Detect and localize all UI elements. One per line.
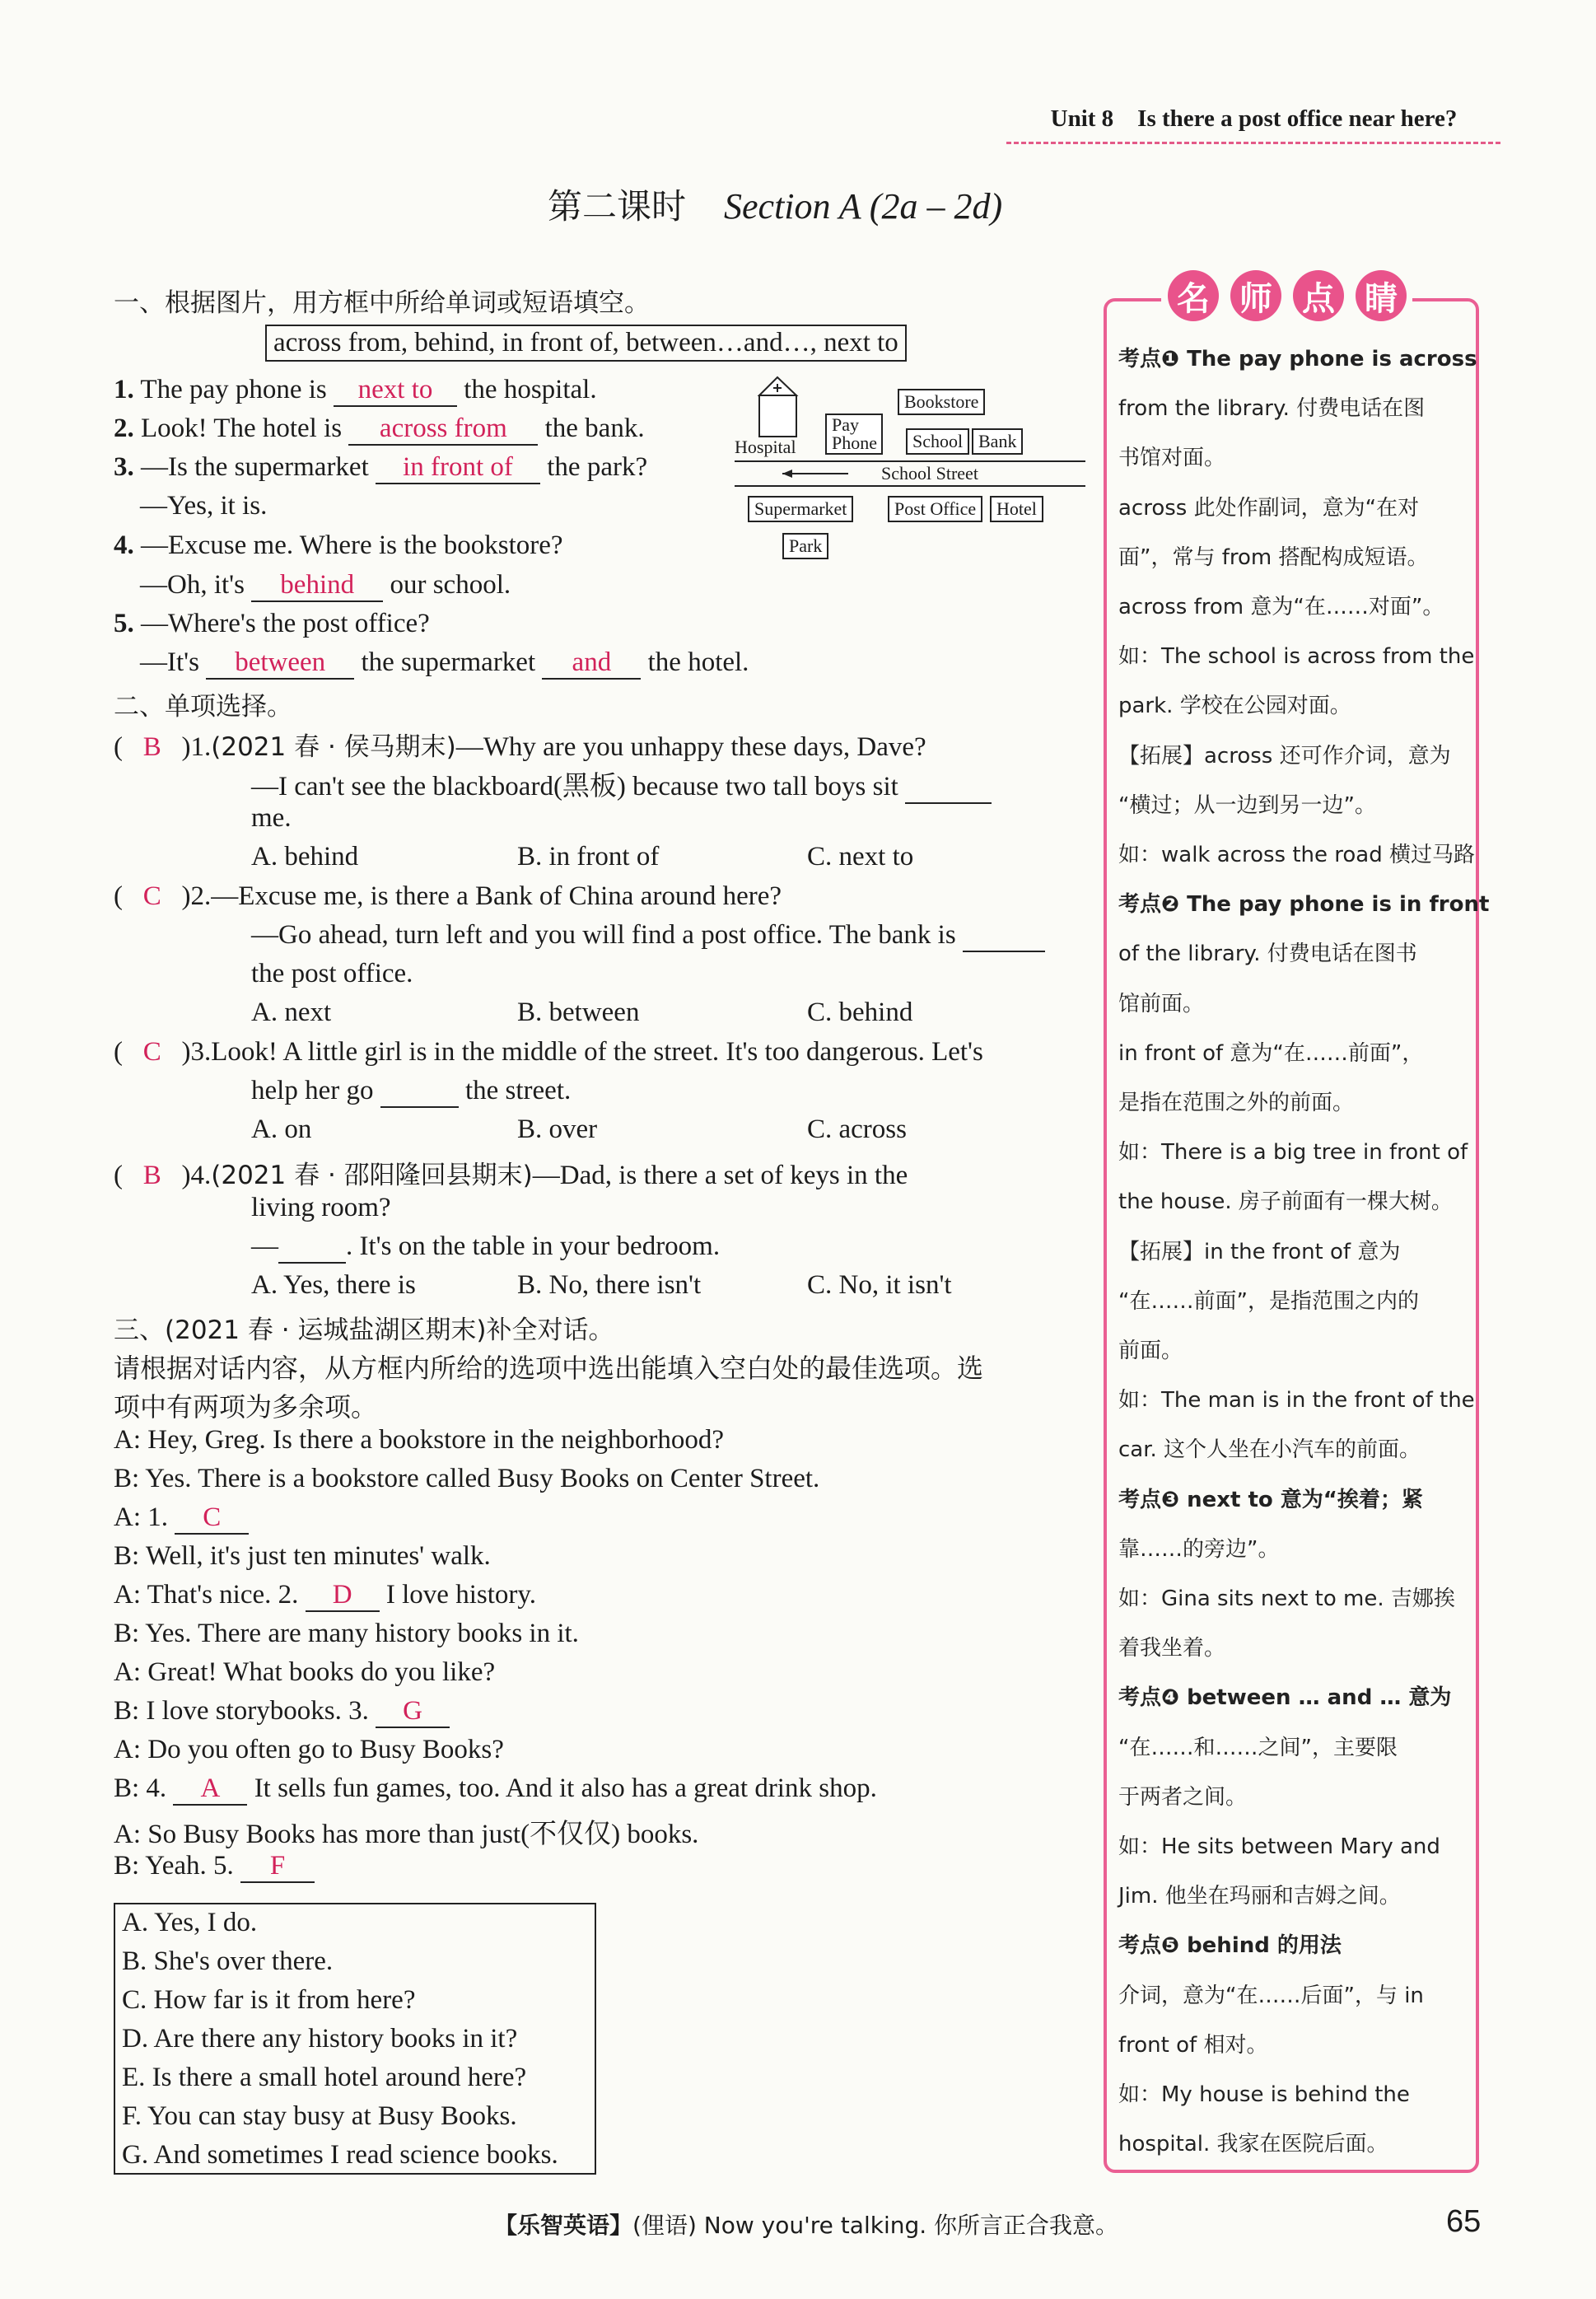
p2-q4-c: C. No, it isn't xyxy=(807,1270,952,1300)
answer: next to xyxy=(334,375,457,407)
note-line: car. 这个人坐在小汽车的前面。 xyxy=(1118,1437,1421,1463)
title-char: 名 xyxy=(1168,270,1219,321)
answer: C xyxy=(142,1037,161,1067)
answer: and xyxy=(542,647,641,680)
dialog-line: B: 4. A It sells fun games, too. And it also has a great drink shop. xyxy=(114,1773,877,1806)
note-line: 是指在范围之外的前面。 xyxy=(1118,1091,1355,1115)
answer: G xyxy=(376,1696,450,1728)
street-label: School Street xyxy=(881,463,978,484)
dialog-line: A: That's nice. 2. D I love history. xyxy=(114,1580,536,1612)
answer: between xyxy=(206,647,354,680)
option: E. Is there a small hotel around here? xyxy=(122,2063,527,2092)
p2-q2-b: B. between xyxy=(517,998,640,1027)
answer: D xyxy=(306,1580,380,1612)
p2-q1-line2: —I can't see the blackboard(黑板) because two tall boys sit xyxy=(251,764,992,804)
p2-q2-a: A. next xyxy=(251,998,332,1027)
note-line: 考点❶ The pay phone is across xyxy=(1118,347,1477,371)
note-line: 如：There is a big tree in front of xyxy=(1118,1140,1468,1166)
p1-q5-line1: 5. —Where's the post office? xyxy=(114,609,430,638)
note-line: hospital. 我家在医院后面。 xyxy=(1118,2132,1388,2157)
note-line: 【拓展】in the front of 意为 xyxy=(1118,1239,1401,1264)
part2-instruction: 二、单项选择。 xyxy=(114,692,292,722)
word-box: across from, behind, in front of, between…and…, next to xyxy=(265,325,907,362)
p1-q4-line1: 4. —Excuse me. Where is the bookstore? xyxy=(114,530,563,560)
p2-q3-line2: help her go the street. xyxy=(251,1076,571,1108)
dialog-line: B: Yeah. 5. F xyxy=(114,1851,315,1883)
part3-title: 三、(2021 春 · 运城盐湖区期末)补全对话。 xyxy=(114,1315,614,1345)
answer: B xyxy=(142,732,161,762)
teacher-notes-title xyxy=(1168,270,1407,328)
hospital-label: Hospital xyxy=(735,437,796,457)
p2-q3-c: C. across xyxy=(807,1114,907,1144)
options-box xyxy=(114,1903,596,2175)
answer: A xyxy=(173,1773,247,1806)
dialog-line: B: I love storybooks. 3. G xyxy=(114,1696,450,1728)
note-line: 书馆对面。 xyxy=(1118,446,1226,471)
note-line: in front of 意为“在……前面”， xyxy=(1118,1040,1424,1066)
answer: behind xyxy=(251,570,383,602)
part3-instruction-1: 请根据对话内容，从方框内所给的选项中选出能填入空白处的最佳选项。选 xyxy=(114,1353,984,1384)
p2-q2-line2: —Go ahead, turn left and you will find a post office. The bank is xyxy=(251,920,1045,952)
note-line: across from 意为“在……对面”。 xyxy=(1118,595,1444,619)
lesson-cn: 第二课时 xyxy=(548,186,687,227)
note-line: 考点❷ The pay phone is in front xyxy=(1118,892,1490,918)
p2-q1-a: A. behind xyxy=(251,842,359,871)
p2-q3-line1: ( C )3.Look! A little girl is in the middle of the street. It's too dangerous. Let's xyxy=(114,1037,983,1067)
answer: C xyxy=(175,1502,249,1535)
answer: across from xyxy=(348,414,538,446)
p2-q4-b: B. No, there isn't xyxy=(517,1270,702,1300)
lesson-section: Section A (2a – 2d) xyxy=(724,186,1003,227)
footer-brand: 【乐智英语】 xyxy=(494,2212,633,2239)
p1-q4: —Oh, it's behind our school. xyxy=(140,570,511,602)
note-line: 馆前面。 xyxy=(1118,991,1205,1016)
page-number: 65 xyxy=(1446,2204,1482,2239)
note-line: 考点❺ behind 的用法 xyxy=(1118,1933,1342,1959)
lesson-title xyxy=(548,180,1002,229)
note-line: across 此处作副词，意为“在对 xyxy=(1118,495,1420,521)
note-line: 着我坐着。 xyxy=(1118,1636,1226,1661)
title-char: 师 xyxy=(1230,270,1281,321)
dialog-line: A: Great! What books do you like? xyxy=(114,1657,496,1687)
payphone-label: Pay Phone xyxy=(825,414,883,455)
note-line: park. 学校在公园对面。 xyxy=(1118,694,1351,719)
note-line: front of 相对。 xyxy=(1118,2032,1268,2058)
p1-q3-reply: —Yes, it is. xyxy=(140,491,268,521)
hotel-label: Hotel xyxy=(990,496,1043,522)
p1-q3: 3. —Is the supermarket in front of the park? xyxy=(114,452,647,484)
note-line: 于两者之间。 xyxy=(1118,1784,1248,1810)
p2-q2-c: C. behind xyxy=(807,998,913,1027)
unit-label: Unit 8 xyxy=(1050,105,1114,132)
p1-q2: 2. Look! The hotel is across from the bank. xyxy=(114,414,645,446)
note-line: “横过；从一边到另一边”。 xyxy=(1118,792,1376,818)
park-label: Park xyxy=(782,533,828,559)
p2-q3-a: A. on xyxy=(251,1114,312,1144)
title-char: 点 xyxy=(1293,270,1344,321)
note-line: from the library. 付费电话在图 xyxy=(1118,396,1426,422)
bank-label: Bank xyxy=(972,428,1023,455)
note-line: 【拓展】across 还可作介词，意为 xyxy=(1118,743,1451,769)
dialog-line: A: Do you often go to Busy Books? xyxy=(114,1735,504,1764)
street-map xyxy=(733,371,1087,568)
running-header xyxy=(1013,105,1495,145)
bookstore-label: Bookstore xyxy=(898,389,985,415)
p2-q4-line3: — . It's on the table in your bedroom. xyxy=(251,1231,720,1264)
note-line: 考点❸ next to 意为“挨着；紧 xyxy=(1118,1487,1423,1512)
note-line: 考点❹ between … and … 意为 xyxy=(1118,1685,1452,1711)
p2-q1-line1: ( B )1.(2021 春 · 侯马期末)—Why are you unhappy these days, Dave? xyxy=(114,732,926,762)
postoffice-label: Post Office xyxy=(888,496,982,522)
note-line: of the library. 付费电话在图书 xyxy=(1118,942,1417,967)
option: D. Are there any history books in it? xyxy=(122,2024,518,2054)
p1-q1: 1. The pay phone is next to the hospital. xyxy=(114,375,597,407)
school-label: School xyxy=(906,428,969,455)
note-line: “在……前面”，是指范围之内的 xyxy=(1118,1288,1419,1314)
unit-title: Is there a post office near here? xyxy=(1137,105,1458,132)
p2-q3-b: B. over xyxy=(517,1114,598,1144)
header-divider xyxy=(1006,142,1500,144)
dialog-line: A: Hey, Greg. Is there a bookstore in the neighborhood? xyxy=(114,1425,725,1455)
answer: F xyxy=(240,1851,315,1883)
dialog-line: A: 1. C xyxy=(114,1502,249,1535)
title-char: 睛 xyxy=(1356,270,1407,321)
part1-instruction: 一、根据图片，用方框中所给单词或短语填空。 xyxy=(114,288,650,318)
note-line: “在……和……之间”，主要限 xyxy=(1118,1735,1398,1760)
option: B. She's over there. xyxy=(122,1946,334,1976)
note-line: 如：The man is in the front of the xyxy=(1118,1388,1475,1414)
footer-text: (俚语) Now you're talking. 你所言正合我意。 xyxy=(632,2212,1119,2239)
note-line: 如：Gina sits next to me. 吉娜挨 xyxy=(1118,1586,1455,1611)
p2-q1-b: B. in front of xyxy=(517,842,660,871)
note-line: 如：He sits between Mary and xyxy=(1118,1834,1440,1859)
note-line: 如：walk across the road 横过马路 xyxy=(1118,843,1476,867)
option: C. How far is it from here? xyxy=(122,1985,416,2015)
answer: B xyxy=(142,1161,161,1190)
part3-instruction-2: 项中有两项为多余项。 xyxy=(114,1391,378,1423)
footer-idiom xyxy=(494,2208,1118,2241)
note-line: Jim. 他坐在玛丽和吉姆之间。 xyxy=(1118,1884,1401,1909)
dialog-line: B: Yes. There is a bookstore called Busy Books on Center Street. xyxy=(114,1464,820,1493)
option: F. You can stay busy at Busy Books. xyxy=(122,2101,517,2131)
answer: C xyxy=(142,881,161,911)
note-line: 面”，常与 from 搭配构成短语。 xyxy=(1118,544,1429,570)
option: A. Yes, I do. xyxy=(122,1908,258,1937)
note-line: the house. 房子前面有一棵大树。 xyxy=(1118,1189,1453,1215)
p1-q5: —It's between the supermarket and the hotel. xyxy=(140,647,749,680)
note-line: 如：My house is behind the xyxy=(1118,2082,1410,2107)
answer: in front of xyxy=(376,452,540,484)
note-line: 如：The school is across from the xyxy=(1118,644,1475,670)
note-line: 靠……的旁边”。 xyxy=(1118,1536,1280,1562)
p2-q1-line3: me. xyxy=(251,803,292,833)
p2-q2-line3: the post office. xyxy=(251,959,413,988)
p2-q1-c: C. next to xyxy=(807,842,914,871)
p2-q4-line1: ( B )4.(2021 春 · 邵阳隆回县期末)—Dad, is there a set of keys in the xyxy=(114,1161,908,1190)
note-line: 介词，意为“在……后面”，与 in xyxy=(1118,1983,1424,2008)
p2-q4-a: A. Yes, there is xyxy=(251,1270,416,1300)
p2-q4-line2: living room? xyxy=(251,1193,391,1222)
option: G. And sometimes I read science books. xyxy=(122,2140,558,2170)
p2-q2-line1: ( C )2.—Excuse me, is there a Bank of China around here? xyxy=(114,881,782,911)
dialog-line: A: So Busy Books has more than just(不仅仅) books. xyxy=(114,1820,699,1849)
dialog-line: B: Yes. There are many history books in it. xyxy=(114,1619,579,1648)
dialog-line: B: Well, it's just ten minutes' walk. xyxy=(114,1541,491,1571)
supermarket-label: Supermarket xyxy=(748,496,853,522)
note-line: 前面。 xyxy=(1118,1339,1183,1363)
